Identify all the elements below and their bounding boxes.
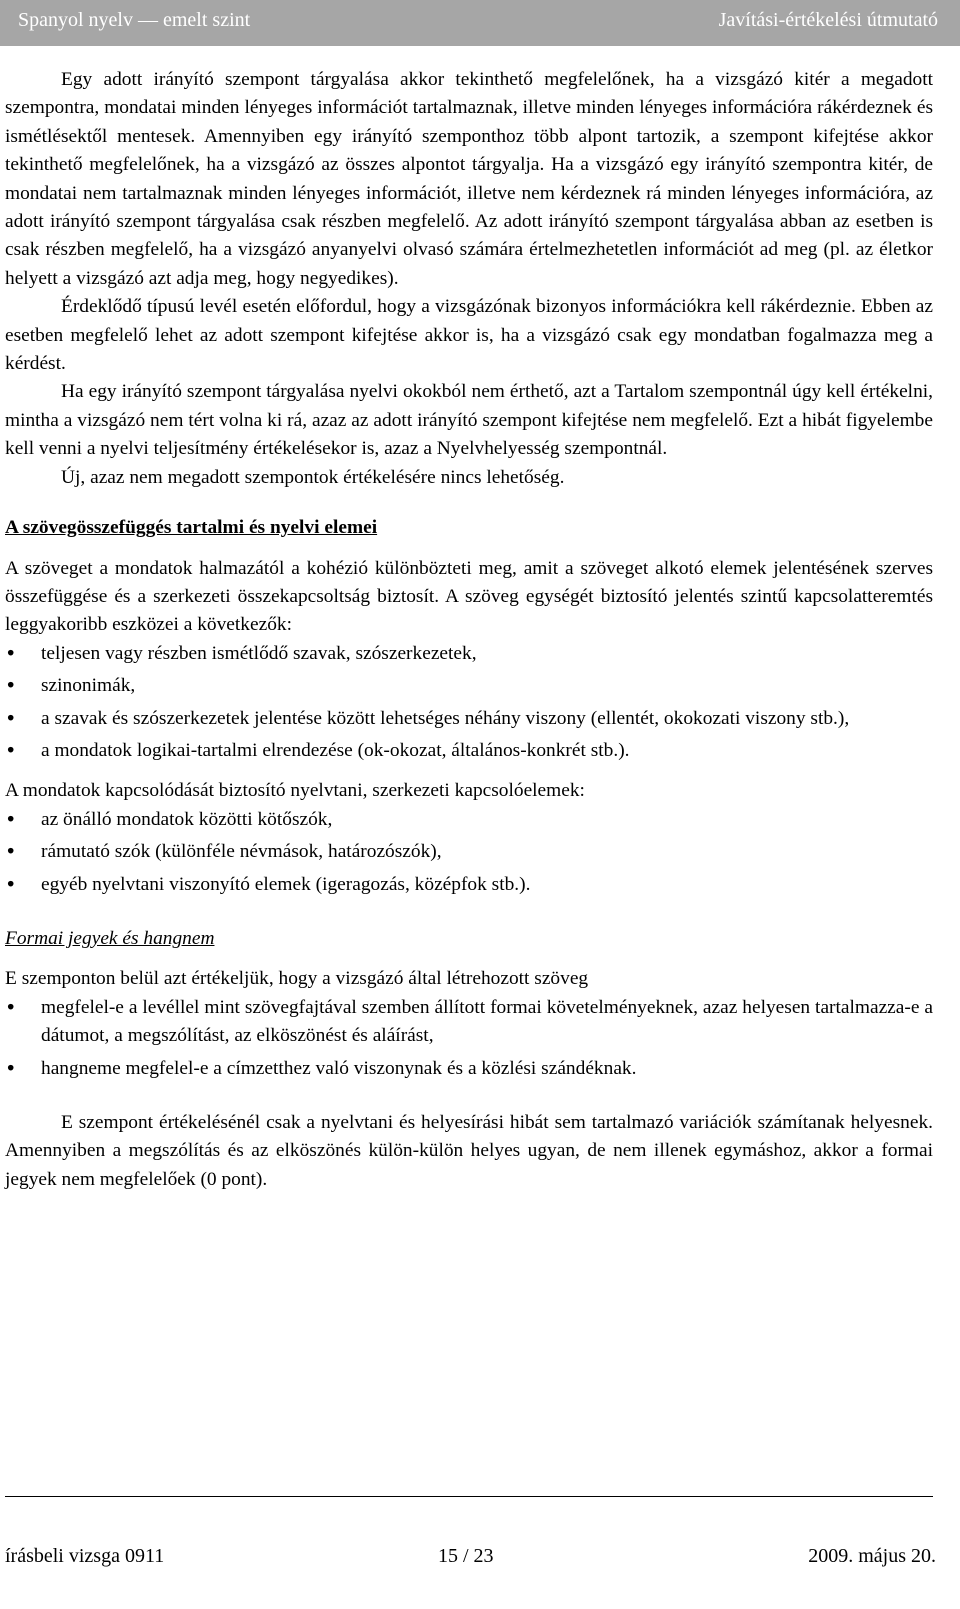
list-item: • megfelel-e a levéllel mint szövegfajtával szemben állított formai követelményeknek, azaz helyesen tartalmazza-e a dátumot, a megszólítást, az elköszönést és aláírást, (5, 995, 933, 1047)
list-item: • hangneme megfelel-e a címzetthez való viszonynak és a közlési szándéknak. (5, 1055, 933, 1083)
bullet-list-form (5, 994, 933, 1083)
bullet-icon: • (5, 641, 17, 665)
bullet-icon: • (5, 706, 17, 730)
page-header (0, 0, 960, 46)
paragraph-new-criteria: Új, azaz nem megadott szempontok értékelésére nincs lehetőség. (61, 466, 565, 488)
footer-date: 2009. május 20. (808, 1545, 936, 1567)
bullet-icon: • (5, 807, 17, 831)
list-item: • szinonimák, (5, 672, 933, 700)
list-item: • teljesen vagy részben ismétlődő szavak, szószerkezetek, (5, 640, 933, 668)
bullet-list-grammatical (5, 806, 933, 899)
bullet-icon: • (5, 840, 17, 864)
paragraph-criteria: Egy adott irányító szempont tárgyalása akkor tekinthető megfelelőnek, ha a vizsgázó kitér a megadott szempontra, mondatai minden lényeges információt tartalmaznak, illetve minden lényeges információra rákérdeznek és ismétlésektől mentesek. Amennyiben egy irányító szemponthoz több alpont tartozik, a szempont kifejtése akkor tekinthető megfelelőnek, ha a vizsgázó az összes alpontot tárgyalja. Ha a vizsgázó egy irányító szempontra kitér, de mondatai nem tartalmaznak minden lényeges információt, illetve nem kérdeznek rá minden lényeges információra, az adott irányító szempont tárgyalása csak részben megfelelő. Az adott irányító szempont tárgyalása abban az esetben is csak részben megfelelő, ha a vizsgázó anyanyelvi olvasó számára értelmezhetetlen információt ad meg (pl. az életkor helyett a vizsgázó azt adja meg, hogy negyedikes). (5, 69, 933, 289)
list-item: • egyéb nyelvtani viszonyító elemek (igeragozás, középfok stb.). (5, 871, 933, 899)
list-item: • a mondatok logikai-tartalmi elrendezése (ok-okozat, általános-konkrét stb.). (5, 737, 933, 765)
paragraph-form-intro: E szemponton belül azt értékeljük, hogy a vizsgázó által létrehozott szöveg (5, 968, 589, 990)
paragraph-form-closing: E szempont értékelésénél csak a nyelvtani és helyesírási hibát sem tartalmazó variációk számítanak helyesnek. Amennyiben a megszólítás és az elköszönés külön-külön helyes ugyan, de nem illenek egymáshoz, akkor a formai jegyek nem megfelelőek (0 pont). (5, 1112, 933, 1190)
bullet-icon: • (5, 738, 17, 762)
section-title-cohesion: A szövegösszefüggés tartalmi és nyelvi elemei (5, 517, 378, 539)
list-item: • a szavak és szószerkezetek jelentése között lehetséges néhány viszony (ellentét, okokozati viszony stb.), (5, 705, 933, 733)
header-subject: Spanyol nyelv — emelt szint (18, 9, 251, 31)
header-doc-type: Javítási-értékelési útmutató (718, 9, 938, 31)
bullet-icon: • (5, 872, 17, 896)
document-body (5, 66, 933, 1194)
list-item: • rámutató szók (különféle névmások, határozószók), (5, 838, 933, 866)
bullet-list-semantic (5, 640, 933, 766)
footer-page-number: 15 / 23 (438, 1545, 494, 1567)
paragraph-grammatical-links: A mondatok kapcsolódását biztosító nyelvtani, szerkezeti kapcsolóelemek: (5, 780, 585, 802)
paragraph-cohesion-intro: A szöveget a mondatok halmazától a kohézió különbözteti meg, amit a szöveget alkotó elemek jelentésének szerves összefüggése és a szerkezeti összekapcsoltság biztosít. A szöveg egységét biztosító jelentés szintű kapcsolatteremtés leggyakoribb eszközei a következők: (5, 557, 933, 636)
footer-exam-code: írásbeli vizsga 0911 (5, 1545, 165, 1567)
paragraph-language-issues: Ha egy irányító szempont tárgyalása nyelvi okokból nem érthető, azt a Tartalom szempontnál úgy kell értékelni, mintha a vizsgázó nem tért volna ki rá, azaz az adott irányító szempont kifejtése nem megfelelő. Ezt a hibát figyelembe kell venni a nyelvi teljesítmény értékelésekor is, azaz a Nyelvhelyesség szempontnál. (5, 381, 933, 460)
section-title-form: Formai jegyek és hangnem (5, 927, 215, 949)
footer-divider (5, 1496, 933, 1497)
paragraph-inquiry-letter: Érdeklődő típusú levél esetén előfordul, hogy a vizsgázónak bizonyos információkra kell rákérdeznie. Ebben az esetben megfelelő lehet az adott szempont kifejtése akkor is, ha a vizsgázó csak egy mondatban fogalmazza meg a kérdést. (5, 296, 933, 375)
bullet-icon: • (5, 674, 17, 698)
bullet-icon: • (5, 995, 17, 1019)
list-item: • az önálló mondatok közötti kötőszók, (5, 806, 933, 834)
bullet-icon: • (5, 1056, 17, 1080)
